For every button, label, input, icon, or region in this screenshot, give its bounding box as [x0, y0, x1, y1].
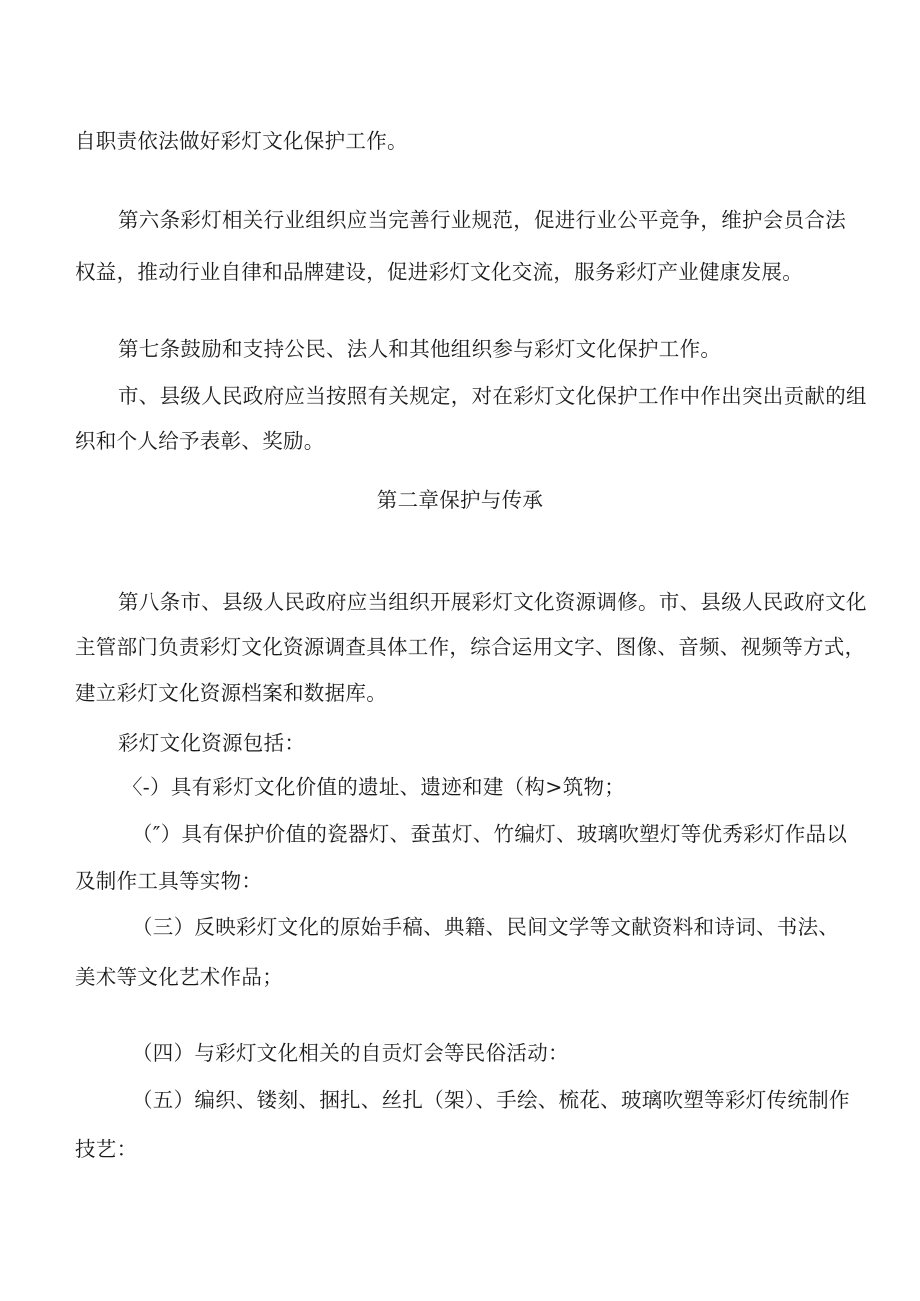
resources-intro: 彩灯文化资源包括：	[118, 731, 306, 755]
article-6-line-1: 第六条彩灯相关行业组织应当完善行业规范，促进行业公平竞争，维护会员合法	[118, 208, 846, 232]
list-item-3-line-1: （三）反映彩灯文化的原始手稿、典籍、民间文学等文献资料和诗词、书法、	[132, 915, 840, 939]
list-item-1: 〈-）具有彩灯文化价值的遗址、遗迹和建（构>筑物；	[122, 775, 626, 799]
article-8-line-1: 第八条市、县级人民政府应当组织开展彩灯文化资源调修。市、县级人民政府文化	[118, 590, 867, 614]
paragraph-line: 自职责依法做好彩灯文化保护工作。	[75, 129, 408, 153]
list-item-2-line-1: （″）具有保护价值的瓷器灯、蚕茧灯、竹编灯、玻璃吹塑灯等优秀彩灯作品以	[132, 822, 848, 846]
list-item-3-line-2: 美术等文化艺术作品；	[75, 965, 283, 989]
chapter-heading: 第二章保护与传承	[376, 488, 544, 512]
article-7-para-2-line-1: 市、县级人民政府应当按照有关规定，对在彩灯文化保护工作中作出突出贡献的组	[118, 384, 867, 408]
article-8-line-2: 主管部门负责彩灯文化资源调查具体工作，综合运用文字、图像、音频、视频等方式，	[75, 635, 866, 659]
list-item-5-line-1: （五）编织、镂刻、捆扎、丝扎（架）、手绘、梳花、玻璃吹塑等彩灯传统制作	[132, 1088, 850, 1112]
list-item-4: （四）与彩灯文化相关的自贡灯会等民俗活动：	[132, 1041, 569, 1065]
article-8-line-3: 建立彩灯文化资源档案和数据库。	[75, 681, 387, 705]
article-6-line-2: 权益，推动行业自律和品牌建设，促进彩灯文化交流，服务彩灯产业健康发展。	[75, 260, 803, 284]
list-item-2-line-2: 及制作工具等实物：	[75, 869, 263, 893]
article-7-para-2-line-2: 织和个人给予表彰、奖励。	[75, 429, 325, 453]
article-7-line-1: 第七条鼓励和支持公民、法人和其他组织参与彩灯文化保护工作。	[118, 337, 722, 361]
list-item-5-line-2: 技艺：	[75, 1137, 138, 1161]
